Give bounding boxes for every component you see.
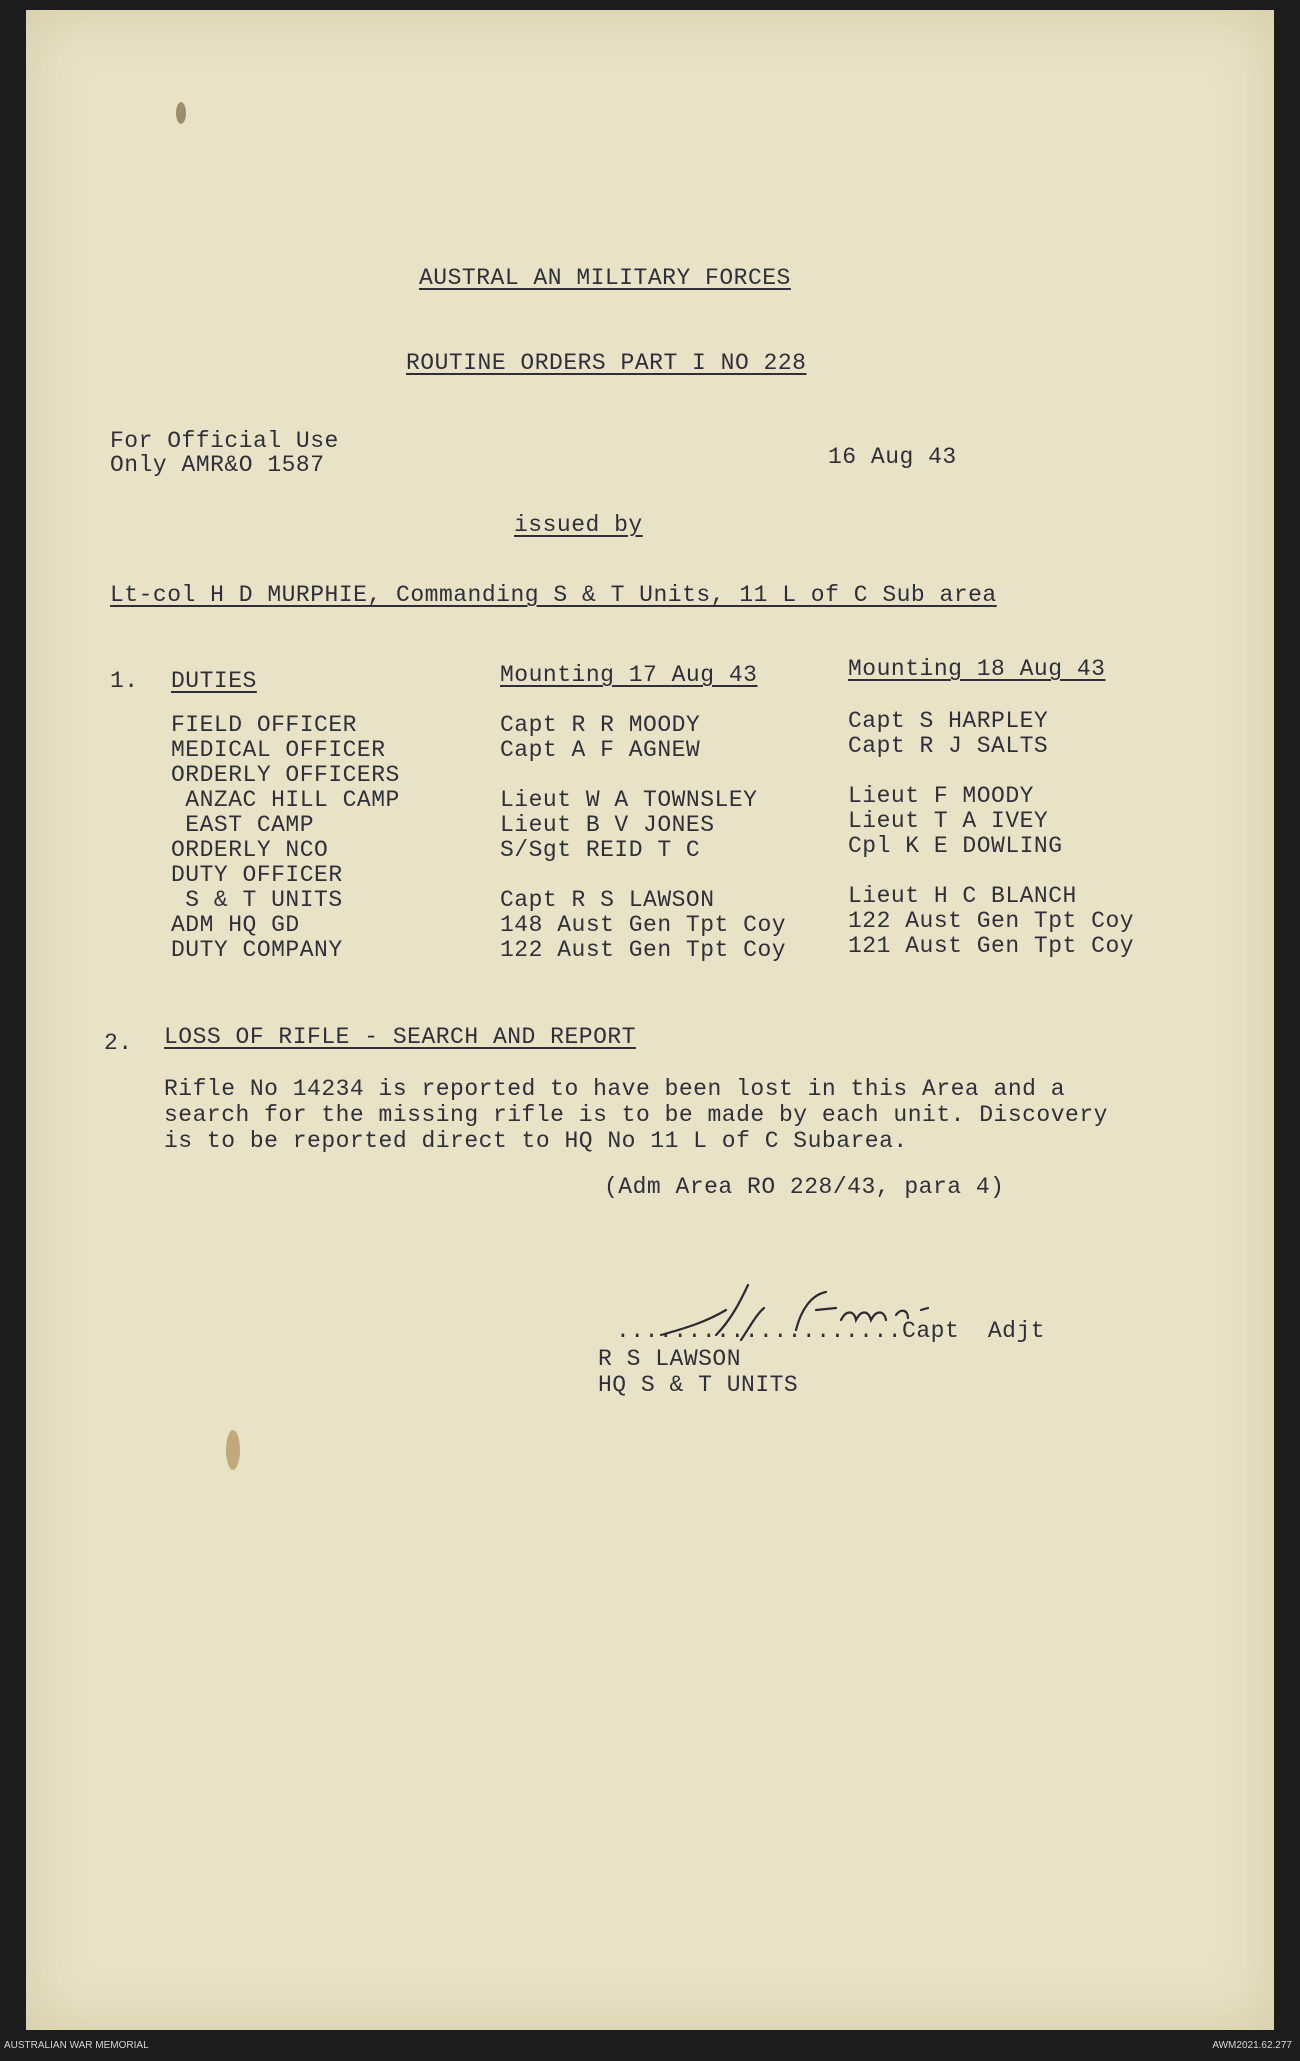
duty-label: EAST CAMP: [171, 812, 315, 838]
duty-label: ADM HQ GD: [171, 912, 300, 938]
duty-17: Lieut B V JONES: [500, 812, 715, 838]
document-page: [26, 10, 1274, 2030]
rust-stain: [226, 1430, 240, 1470]
section-1-number: 1.: [110, 668, 139, 694]
duty-label: MEDICAL OFFICER: [171, 737, 386, 763]
duty-18: Lieut T A IVEY: [848, 808, 1049, 834]
duty-17: Capt R S LAWSON: [500, 887, 715, 913]
footer-left: AUSTRALIAN WAR MEMORIAL: [4, 2040, 149, 2051]
duty-label: ORDERLY NCO: [171, 837, 329, 863]
signatory-unit: HQ S & T UNITS: [598, 1372, 799, 1398]
duty-label: ORDERLY OFFICERS: [171, 762, 400, 788]
order-date: 16 Aug 43: [828, 444, 957, 470]
signature-line: ....................Capt Adjt: [616, 1318, 1046, 1344]
duty-label: ANZAC HILL CAMP: [171, 787, 400, 813]
duty-17: S/Sgt REID T C: [500, 837, 701, 863]
document-subtitle: ROUTINE ORDERS PART I NO 228: [406, 350, 807, 376]
duty-label: S & T UNITS: [171, 887, 343, 913]
duty-17: 148 Aust Gen Tpt Coy: [500, 912, 787, 938]
mounting-17-header: Mounting 17 Aug 43: [500, 662, 758, 688]
reference-note: (Adm Area RO 228/43, para 4): [604, 1174, 1005, 1200]
footer-right: AWM2021.62.277: [1212, 2040, 1292, 2051]
loss-paragraph-line: Rifle No 14234 is reported to have been lost in this Area and a: [164, 1076, 1066, 1102]
duty-18: Cpl K E DOWLING: [848, 833, 1063, 859]
loss-paragraph-line: search for the missing rifle is to be made by each unit. Discovery: [164, 1102, 1108, 1128]
duty-17: 122 Aust Gen Tpt Coy: [500, 937, 787, 963]
pin-hole: [176, 102, 186, 124]
duty-label: DUTY COMPANY: [171, 937, 343, 963]
duty-label: DUTY OFFICER: [171, 862, 343, 888]
duty-18: Capt R J SALTS: [848, 733, 1049, 759]
loss-paragraph-line: is to be reported direct to HQ No 11 L of C Subarea.: [164, 1128, 908, 1154]
official-use-line1: For Official Use: [110, 428, 339, 454]
issued-by: issued by: [514, 512, 643, 538]
section-2-heading: LOSS OF RIFLE - SEARCH AND REPORT: [164, 1024, 636, 1050]
mounting-18-header: Mounting 18 Aug 43: [848, 656, 1106, 682]
signatory-name: R S LAWSON: [598, 1346, 742, 1372]
duty-18: 122 Aust Gen Tpt Coy: [848, 908, 1135, 934]
duty-18: Lieut H C BLANCH: [848, 883, 1077, 909]
duty-label: FIELD OFFICER: [171, 712, 357, 738]
document-title: AUSTRAL AN MILITARY FORCES: [419, 265, 791, 291]
commander-line: Lt-col H D MURPHIE, Commanding S & T Units, 11 L of C Sub area: [110, 582, 997, 608]
duty-18: Lieut F MOODY: [848, 783, 1034, 809]
duty-18: Capt S HARPLEY: [848, 708, 1049, 734]
duty-18: 121 Aust Gen Tpt Coy: [848, 933, 1135, 959]
official-use-line2: Only AMR&O 1587: [110, 452, 325, 478]
duty-17: Lieut W A TOWNSLEY: [500, 787, 758, 813]
section-1-heading: DUTIES: [171, 668, 257, 694]
duty-17: Capt R R MOODY: [500, 712, 701, 738]
duty-17: Capt A F AGNEW: [500, 737, 701, 763]
section-2-number: 2.: [104, 1030, 133, 1056]
